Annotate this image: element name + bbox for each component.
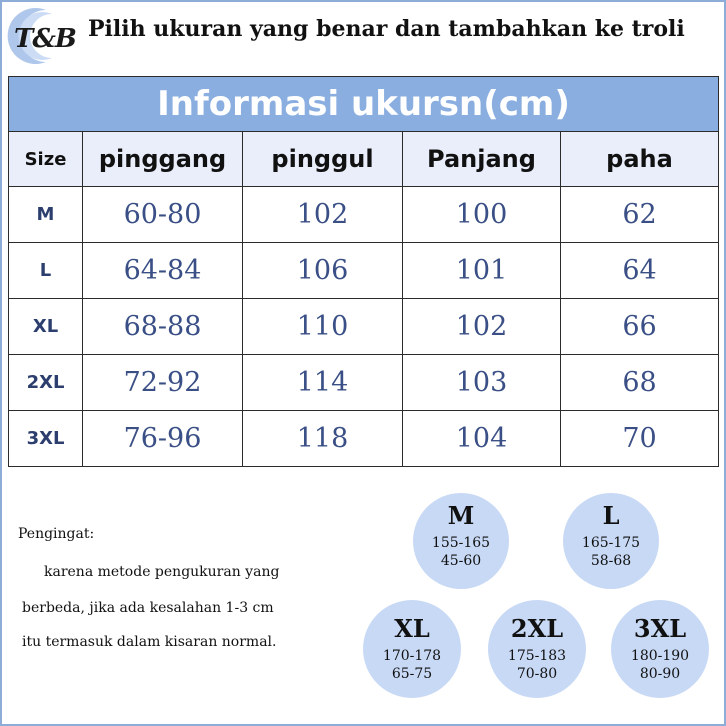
badge-size-label: M (447, 501, 475, 530)
table-cell: 66 (561, 299, 719, 355)
table-cell: 102 (243, 187, 403, 243)
reminder-line: berbeda, jika ada kesalahan 1-3 cm (22, 600, 274, 616)
reminder-line: itu termasuk dalam kisaran normal. (22, 634, 277, 650)
size-cell: 3XL (9, 411, 83, 467)
size-table-container (8, 76, 718, 467)
table-row (9, 243, 719, 299)
table-title: Informasi ukursn(cm) (9, 77, 719, 132)
table-cell: 118 (243, 411, 403, 467)
badge-size-label: XL (394, 614, 430, 643)
logo-text: T&B (14, 24, 76, 54)
size-cell: L (9, 243, 83, 299)
badge-height-range: 170-178 (382, 648, 442, 664)
size-cell: XL (9, 299, 83, 355)
table-cell: 104 (403, 411, 561, 467)
size-cell: M (9, 187, 83, 243)
table-cell: 106 (243, 243, 403, 299)
table-cell: 76-96 (83, 411, 243, 467)
badge-weight-range: 80-90 (639, 666, 681, 682)
table-cell: 103 (403, 355, 561, 411)
table-cell: 64 (561, 243, 719, 299)
badge-size-label: 3XL (633, 614, 687, 643)
table-cell: 64-84 (83, 243, 243, 299)
column-header-paha: paha (561, 132, 719, 187)
table-cell: 70 (561, 411, 719, 467)
table-cell: 110 (243, 299, 403, 355)
table-cell: 62 (561, 187, 719, 243)
column-header-size: Size (9, 132, 83, 187)
reminder-line: karena metode pengukuran yang (44, 564, 280, 580)
size-badge-m (413, 493, 509, 589)
page-title: Pilih ukuran yang benar dan tambahkan ke troli (88, 16, 685, 42)
table-cell: 101 (403, 243, 561, 299)
badge-height-range: 165-175 (581, 535, 641, 551)
table-row (9, 411, 719, 467)
badge-height-range: 180-190 (630, 648, 690, 664)
size-badge-xl (363, 600, 461, 698)
size-cell: 2XL (9, 355, 83, 411)
badge-height-range: 155-165 (431, 535, 491, 551)
column-header-pinggang: pinggang (83, 132, 243, 187)
table-cell: 114 (243, 355, 403, 411)
size-badge-l (563, 493, 659, 589)
table-cell: 68-88 (83, 299, 243, 355)
header (0, 0, 726, 68)
badge-size-label: 2XL (510, 614, 564, 643)
table-cell: 102 (403, 299, 561, 355)
table-cell: 68 (561, 355, 719, 411)
badge-size-label: L (602, 501, 620, 530)
column-header-panjang: Panjang (403, 132, 561, 187)
column-header-pinggul: pinggul (243, 132, 403, 187)
badge-weight-range: 70-80 (516, 666, 558, 682)
badge-weight-range: 65-75 (391, 666, 433, 682)
brand-logo (6, 6, 78, 66)
size-badge-2xl (488, 600, 586, 698)
table-row (9, 299, 719, 355)
table-cell: 72-92 (83, 355, 243, 411)
reminder-label: Pengingat: (18, 526, 95, 542)
badge-height-range: 175-183 (507, 648, 567, 664)
table-cell: 60-80 (83, 187, 243, 243)
table-row (9, 355, 719, 411)
size-table (8, 76, 719, 467)
table-cell: 100 (403, 187, 561, 243)
badge-weight-range: 58-68 (590, 553, 632, 569)
size-badge-3xl (611, 600, 709, 698)
badge-weight-range: 45-60 (440, 553, 482, 569)
table-row (9, 187, 719, 243)
